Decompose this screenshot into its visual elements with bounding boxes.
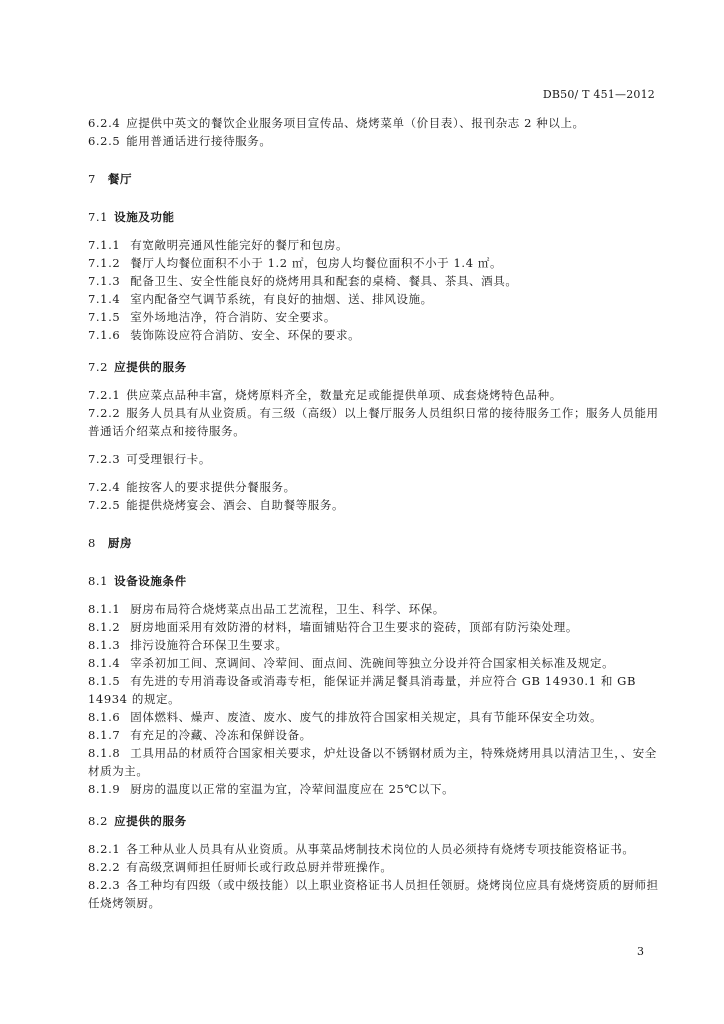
clause-text: 厨房布局符合烧烤菜点出品工艺流程，卫生、科学、环保。	[130, 602, 445, 616]
clause-paragraph	[88, 858, 660, 876]
clause-paragraph	[88, 236, 660, 254]
clause-number: 8.2.3	[88, 878, 121, 892]
document-body	[88, 114, 660, 912]
document-code: DB50/ T 451—2012	[542, 88, 655, 101]
subsection-heading	[88, 812, 660, 830]
clause-number: 8.1.7	[88, 728, 121, 742]
clause-number: 7.2.4	[88, 480, 121, 494]
clause-text: 餐厅人均餐位面积不小于 1.2 ㎡，包房人均餐位面积不小于 1.4 ㎡。	[130, 256, 503, 270]
clause-number: 8.1.5	[88, 674, 121, 688]
clause-paragraph	[88, 326, 660, 344]
clause-text: 厨房地面采用有效防滑的材料，墙面铺贴符合卫生要求的瓷砖，顶部有防污染处理。	[130, 620, 578, 634]
clause-text: 配备卫生、安全性能良好的烧烤用具和配套的桌椅、餐具、茶具、酒具。	[130, 274, 518, 288]
clause-number: 8	[88, 536, 96, 550]
clause-paragraph	[88, 478, 660, 496]
clause-paragraph	[88, 876, 660, 912]
spacer	[88, 552, 660, 572]
clause-text: 装饰陈设应符合消防、安全、环保的要求。	[130, 328, 361, 342]
clause-text: 排污设施符合环保卫生要求。	[130, 638, 288, 652]
clause-text: 应提供的服务	[114, 814, 187, 828]
clause-number: 8.1.6	[88, 710, 121, 724]
clause-number: 7.2.1	[88, 388, 121, 402]
clause-text: 设施及功能	[114, 210, 175, 224]
clause-number: 7.1.3	[88, 274, 121, 288]
spacer	[88, 468, 660, 478]
clause-number: 7.1.6	[88, 328, 121, 342]
clause-paragraph	[88, 450, 660, 468]
spacer	[88, 514, 660, 534]
clause-paragraph	[88, 132, 660, 150]
clause-number: 8.1.3	[88, 638, 121, 652]
clause-paragraph	[88, 114, 660, 132]
clause-number: 8.1.4	[88, 656, 121, 670]
clause-number: 7.1.2	[88, 256, 121, 270]
clause-number: 7.1	[88, 210, 109, 224]
clause-text: 能提供烧烤宴会、酒会、自助餐等服务。	[126, 498, 345, 512]
clause-text: 有先进的专用消毒设备或消毒专柜，能保证并满足餐具消毒量，并应符合 GB 14930.1 和 GB 14934 的规定。	[88, 674, 637, 706]
clause-paragraph	[88, 636, 660, 654]
subsection-heading	[88, 572, 660, 590]
clause-text: 设备设施条件	[114, 574, 187, 588]
clause-number: 7.2	[88, 360, 109, 374]
clause-text: 能用普通话进行接待服务。	[126, 134, 272, 148]
clause-number: 7.1.4	[88, 292, 121, 306]
clause-number: 7.1.5	[88, 310, 121, 324]
clause-text: 各工种均有四级（或中级技能）以上职业资格证书人员担任领厨。烧烤岗位应具有烧烤资质的厨师担任烧烤领厨。	[88, 878, 659, 910]
clause-text: 厨房的温度以正常的室温为宜，冷荤间温度应在 25℃以下。	[130, 782, 455, 796]
clause-paragraph	[88, 840, 660, 858]
clause-text: 室外场地洁净，符合消防、安全要求。	[130, 310, 336, 324]
clause-paragraph	[88, 672, 660, 708]
clause-text: 宰杀初加工间、烹调间、冷荤间、面点间、洗碗间等独立分设并符合国家相关标准及规定。	[130, 656, 615, 670]
spacer	[88, 226, 660, 236]
spacer	[88, 344, 660, 358]
clause-number: 8.1.2	[88, 620, 121, 634]
spacer	[88, 590, 660, 600]
clause-paragraph	[88, 404, 660, 440]
clause-paragraph	[88, 496, 660, 514]
clause-text: 能按客人的要求提供分餐服务。	[126, 480, 296, 494]
clause-paragraph	[88, 290, 660, 308]
subsection-heading	[88, 208, 660, 226]
clause-number: 8.1	[88, 574, 109, 588]
clause-text: 厨房	[107, 536, 133, 550]
spacer	[88, 440, 660, 450]
clause-number: 8.1.1	[88, 602, 121, 616]
spacer	[88, 188, 660, 208]
clause-text: 应提供中英文的餐饮企业服务项目宣传品、烧烤菜单（价目表）、报刊杂志 2 种以上。	[126, 116, 585, 130]
spacer	[88, 376, 660, 386]
clause-paragraph	[88, 780, 660, 798]
clause-paragraph	[88, 708, 660, 726]
clause-number: 6.2.5	[88, 134, 121, 148]
clause-paragraph	[88, 308, 660, 326]
clause-text: 有宽敞明亮通风性能完好的餐厅和包房。	[130, 238, 349, 252]
clause-text: 有充足的冷藏、冷冻和保鲜设备。	[130, 728, 312, 742]
clause-number: 7.2.2	[88, 406, 121, 420]
spacer	[88, 830, 660, 840]
spacer	[88, 798, 660, 812]
clause-number: 8.1.8	[88, 746, 121, 760]
spacer	[88, 150, 660, 170]
clause-number: 7.1.1	[88, 238, 121, 252]
clause-number: 7.2.3	[88, 452, 121, 466]
section-heading	[88, 170, 660, 188]
clause-text: 工具用品的材质符合国家相关要求，炉灶设备以不锈钢材质为主，特殊烧烤用具以清洁卫生，、安全材质为主。	[88, 746, 657, 778]
clause-paragraph	[88, 654, 660, 672]
clause-number: 6.2.4	[88, 116, 121, 130]
clause-number: 8.2.1	[88, 842, 121, 856]
clause-paragraph	[88, 254, 660, 272]
clause-text: 可受理银行卡。	[126, 452, 211, 466]
clause-text: 有高级烹调师担任厨师长或行政总厨并带班操作。	[126, 860, 393, 874]
clause-number: 7	[88, 172, 96, 186]
clause-text: 服务人员具有从业资质。有三级（高级）以上餐厅服务人员组织日常的接待服务工作；服务人员能用普通话介绍菜点和接待服务。	[88, 406, 659, 438]
clause-paragraph	[88, 726, 660, 744]
clause-text: 固体燃料、燥声、废渣、废水、废气的排放符合国家相关规定，具有节能环保安全功效。	[130, 710, 603, 724]
clause-number: 7.2.5	[88, 498, 121, 512]
clause-text: 室内配备空气调节系统，有良好的抽烟、送、排风设施。	[130, 292, 433, 306]
clause-text: 各工种从业人员具有从业资质。从事菜品烤制技术岗位的人员必须持有烧烤专项技能资格证书。	[126, 842, 635, 856]
page-number: 3	[637, 945, 644, 958]
clause-paragraph	[88, 272, 660, 290]
clause-number: 8.2	[88, 814, 109, 828]
clause-paragraph	[88, 386, 660, 404]
section-heading	[88, 534, 660, 552]
clause-number: 8.1.9	[88, 782, 121, 796]
subsection-heading	[88, 358, 660, 376]
clause-text: 餐厅	[107, 172, 133, 186]
clause-number: 8.2.2	[88, 860, 121, 874]
clause-paragraph	[88, 618, 660, 636]
clause-text: 供应菜点品种丰富，烧烤原料齐全，数量充足或能提供单项、成套烧烤特色品种。	[126, 388, 562, 402]
clause-paragraph	[88, 600, 660, 618]
clause-text: 应提供的服务	[114, 360, 187, 374]
clause-paragraph	[88, 744, 660, 780]
